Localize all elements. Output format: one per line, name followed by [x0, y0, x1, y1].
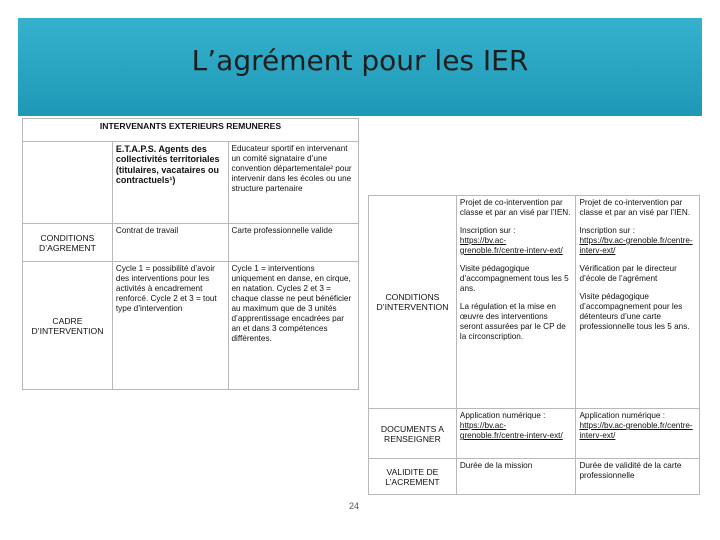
link-text[interactable]: https://bv.ac-grenoble.fr/centre-interv-ext/ — [459, 421, 563, 441]
table-cell — [456, 196, 576, 409]
table-row — [23, 262, 359, 390]
table-cell: Cycle 1 = possibilité d’avoir des interventions pour les activités à encadrement renforcé. Cycle 2 et 3 = tout type d’intervention — [112, 262, 228, 390]
table-header-row — [23, 119, 359, 142]
link-text[interactable]: https://bv.ac-grenoble.fr/centre-interv-ext/ — [459, 236, 563, 255]
cell-text: Vérification par le directeur d’école de l’agrément — [579, 264, 677, 283]
cell-text: Inscription sur : — [579, 226, 635, 235]
link-text[interactable]: https://bv.ac-grenoble.fr/centre-interv-ext/ — [579, 236, 693, 255]
table-row — [23, 141, 359, 224]
table-row — [23, 224, 359, 262]
table-cell: Durée de validité de la carte professionnelle — [576, 459, 700, 495]
row-label: DOCUMENTS A RENSEIGNER — [369, 409, 457, 459]
row-label: VALIDITE DE L’ACREMENT — [369, 459, 457, 495]
row-label: CADRE D’INTERVENTION — [23, 262, 113, 390]
cell-text: La régulation et la mise en œuvre des interventions seront assurées par le CP de la circonscription. — [459, 302, 566, 341]
table-cell — [456, 409, 576, 459]
table-header: INTERVENANTS EXTERIEURS REMUNERES — [23, 119, 359, 142]
table-cell: Durée de la mission — [456, 459, 576, 495]
cell-text: Projet de co-intervention par classe et par an visé par l’IEN. — [459, 198, 571, 217]
conditions-table — [368, 195, 700, 495]
table-cell: Cycle 1 = interventions uniquement en danse, en cirque, en natation. Cycles 2 et 3 = chaque classe ne peut bénéficier au maximum que de 3 unités d’apprentissage encadrées par an et dans 3 compétences différentes. — [228, 262, 359, 390]
table-row — [369, 459, 700, 495]
cell-text: Application numérique : — [579, 411, 666, 421]
page-number: 24 — [349, 501, 360, 511]
table-row — [369, 196, 700, 409]
table-cell — [576, 196, 700, 409]
cell-text: Visite pédagogique d’accompagnement tous les 5 ans. — [459, 264, 569, 293]
table-cell: Contrat de travail — [112, 224, 228, 262]
table-row — [369, 409, 700, 459]
link-text[interactable]: https://bv.ac-grenoble.fr/centre-interv-ext/ — [579, 421, 693, 441]
cell-text: Application numérique : — [459, 411, 546, 421]
cell-text: Projet de co-intervention par classe et par an visé par l’IEN. — [579, 198, 691, 217]
intervenants-table — [22, 118, 359, 390]
table-cell: Carte professionnelle valide — [228, 224, 359, 262]
empty-cell — [23, 141, 113, 224]
cell-text: Inscription sur : — [459, 226, 516, 235]
table-cell — [576, 409, 700, 459]
row-label: CONDITIONS D’INTERVENTION — [369, 196, 457, 409]
slide-title: L’agrément pour les IER — [191, 44, 529, 77]
column-title-educateur: Educateur sportif en intervenant un comité signataire d’une convention départementale² pour intervenir dans les écoles ou une structure partenaire — [228, 141, 359, 224]
cell-text: Visite pédagogique d’accompagnement pour les détenteurs d’une carte professionnelle tous les 5 ans. — [579, 292, 690, 331]
row-label: CONDITIONS D’AGREMENT — [23, 224, 113, 262]
column-title-etaps: E.T.A.P.S. Agents des collectivités territoriales (titulaires, vacataires ou contractuels¹) — [112, 141, 228, 224]
